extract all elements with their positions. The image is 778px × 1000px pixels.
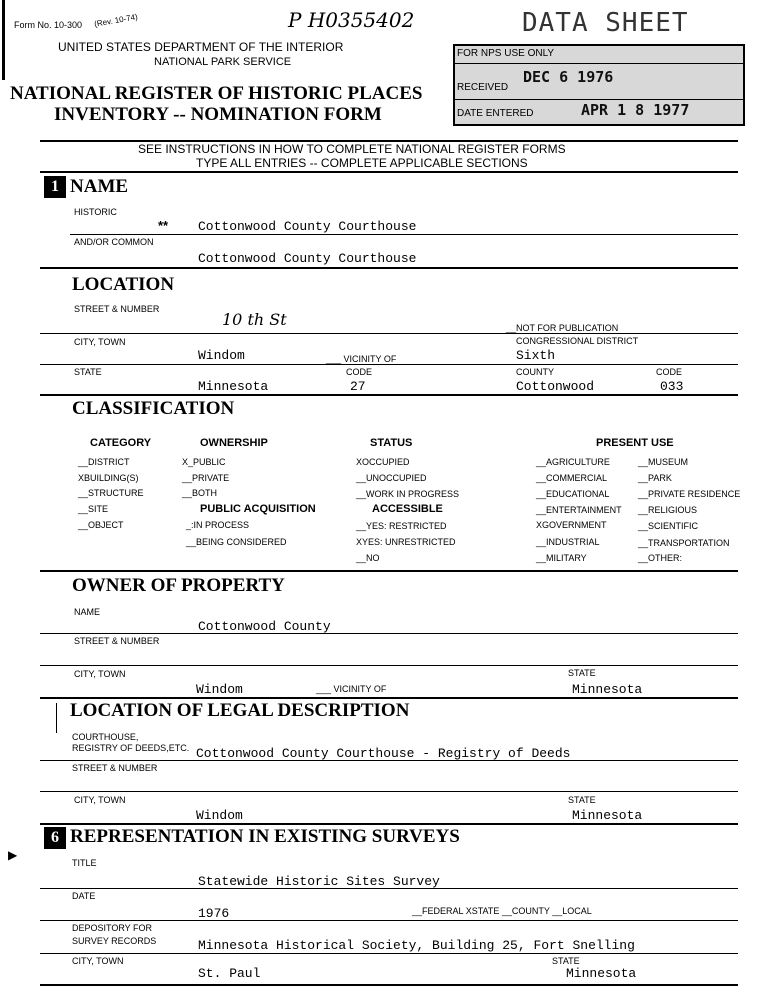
legal-city-label: CITY, TOWN <box>74 795 126 805</box>
ownership-both: __BOTH <box>182 488 218 498</box>
owner-name-label: NAME <box>74 607 101 617</box>
margin-tick <box>56 703 58 733</box>
state-label: STATE <box>74 367 102 377</box>
use-museum: __MUSEUM <box>638 457 689 467</box>
survey-levels: __FEDERAL XSTATE __COUNTY __LOCAL <box>412 906 592 916</box>
status-unoccupied: __UNOCCUPIED <box>356 473 427 483</box>
registry-label: REGISTRY OF DEEDS,ETC. <box>72 743 190 753</box>
county-label: COUNTY <box>516 367 554 377</box>
street-handwritten: 10 th St <box>222 310 287 329</box>
date-entered-label: DATE ENTERED <box>457 108 534 119</box>
use-transportation: __TRANSPORTATION <box>638 538 730 548</box>
survey-title-value: Statewide Historic Sites Survey <box>198 874 440 889</box>
category-structure: __STRUCTURE <box>78 488 144 498</box>
form-title: NATIONAL REGISTER OF HISTORIC PLACES <box>10 83 423 104</box>
survey-city-value: St. Paul <box>198 966 261 981</box>
category-building: XBUILDING(S) <box>78 473 139 483</box>
owner-city-label: CITY, TOWN <box>74 669 126 679</box>
data-sheet-stamp: DATA SHEET <box>522 8 689 38</box>
congressional-district-label: CONGRESSIONAL DISTRICT <box>516 336 639 346</box>
category-district: __DISTRICT <box>78 457 130 467</box>
owner-vicinity-label: ___ VICINITY OF <box>316 684 387 694</box>
owner-name-value: Cottonwood County <box>198 619 331 634</box>
category-site: __SITE <box>78 504 109 514</box>
ownership-heading: OWNERSHIP <box>200 437 268 449</box>
legal-state-value: Minnesota <box>572 808 643 823</box>
survey-state-label: STATE <box>552 956 580 966</box>
form-number: Form No. 10-300 <box>14 20 83 30</box>
legal-street-label: STREET & NUMBER <box>72 763 158 773</box>
acquisition-in-process: _:IN PROCESS <box>186 520 250 530</box>
status-occupied: XOCCUPIED <box>356 457 410 467</box>
section-number-1: 1 <box>44 176 66 198</box>
classification-heading: CLASSIFICATION <box>72 398 235 419</box>
use-other: __OTHER: <box>638 553 683 563</box>
owner-street-label: STREET & NUMBER <box>74 636 160 646</box>
received-label: RECEIVED <box>457 82 509 93</box>
category-object: __OBJECT <box>78 520 124 530</box>
present-use-heading: PRESENT USE <box>596 437 674 449</box>
form-subtitle: INVENTORY -- NOMINATION FORM <box>54 104 382 125</box>
survey-records-label: SURVEY RECORDS <box>72 936 157 946</box>
courthouse-label: COURTHOUSE, <box>72 732 139 742</box>
owner-state-value: Minnesota <box>572 682 643 697</box>
common-name-value: Cottonwood County Courthouse <box>198 251 417 266</box>
margin-arrow-icon: ▶ <box>8 848 18 862</box>
instructions-line2: TYPE ALL ENTRIES -- COMPLETE APPLICABLE SECTIONS <box>196 156 528 170</box>
use-industrial: __INDUSTRIAL <box>536 537 600 547</box>
left-margin-bar <box>2 0 5 80</box>
historic-name-value: Cottonwood County Courthouse <box>198 219 417 234</box>
acquisition-heading: PUBLIC ACQUISITION <box>200 503 316 515</box>
use-military: __MILITARY <box>536 553 587 563</box>
use-entertainment: __ENTERTAINMENT <box>536 505 622 515</box>
acquisition-being-considered: __BEING CONSIDERED <box>186 537 287 547</box>
congressional-district-value: Sixth <box>516 348 556 363</box>
owner-state-label: STATE <box>568 668 596 678</box>
use-scientific: __SCIENTIFIC <box>638 521 699 531</box>
legal-state-label: STATE <box>568 795 596 805</box>
use-government: XGOVERNMENT <box>536 520 607 530</box>
depository-value: Minnesota Historical Society, Building 25, Fort Snelling <box>198 938 635 953</box>
date-entered-value: APR 1 8 1977 <box>581 101 690 119</box>
status-heading: STATUS <box>370 437 413 449</box>
legal-heading: LOCATION OF LEGAL DESCRIPTION <box>70 700 410 721</box>
nps-use-box <box>453 44 745 126</box>
department-name: UNITED STATES DEPARTMENT OF THE INTERIOR <box>58 40 344 54</box>
name-heading: NAME <box>70 176 129 197</box>
status-work-in-progress: __WORK IN PROGRESS <box>356 489 460 499</box>
instructions-line1: SEE INSTRUCTIONS IN HOW TO COMPLETE NATIONAL REGISTER FORMS <box>138 142 566 156</box>
owner-city-value: Windom <box>196 682 243 697</box>
nps-use-label: FOR NPS USE ONLY <box>457 48 555 59</box>
survey-state-value: Minnesota <box>566 966 637 981</box>
handwritten-id: P H0355402 <box>288 8 415 32</box>
ownership-public: X_PUBLIC <box>182 457 226 467</box>
survey-title-label: TITLE <box>72 858 97 868</box>
location-heading: LOCATION <box>72 274 175 295</box>
historic-label: HISTORIC <box>74 207 117 217</box>
accessible-restricted: __YES: RESTRICTED <box>356 521 447 531</box>
county-value: Cottonwood <box>516 379 595 394</box>
state-value: Minnesota <box>198 379 269 394</box>
street-number-label: STREET & NUMBER <box>74 304 160 314</box>
use-religious: __RELIGIOUS <box>638 505 698 515</box>
county-code-value: 033 <box>660 379 684 394</box>
use-private-residence: __PRIVATE RESIDENCE <box>638 489 741 499</box>
city-town-label: CITY, TOWN <box>74 337 126 347</box>
accessible-heading: ACCESSIBLE <box>372 503 443 515</box>
section-number-6: 6 <box>44 827 66 849</box>
state-code-value: 27 <box>350 379 366 394</box>
survey-date-label: DATE <box>72 891 96 901</box>
common-name-label: AND/OR COMMON <box>74 237 154 247</box>
owner-heading: OWNER OF PROPERTY <box>72 575 285 596</box>
vicinity-label: ___ VICINITY OF <box>326 354 397 364</box>
accessible-no: __NO <box>356 553 380 563</box>
city-value: Windom <box>198 348 245 363</box>
service-name: NATIONAL PARK SERVICE <box>154 56 292 68</box>
form-revision: (Rev. 10-74) <box>93 12 139 29</box>
category-heading: CATEGORY <box>90 437 152 449</box>
courthouse-value: Cottonwood County Courthouse - Registry of Deeds <box>196 746 571 761</box>
survey-city-label: CITY, TOWN <box>72 956 124 966</box>
not-for-publication: __NOT FOR PUBLICATION <box>506 323 619 333</box>
use-agriculture: __AGRICULTURE <box>536 457 610 467</box>
received-date: DEC 6 1976 <box>523 68 614 86</box>
use-commercial: __COMMERCIAL <box>536 473 608 483</box>
legal-city-value: Windom <box>196 808 243 823</box>
depository-label: DEPOSITORY FOR <box>72 923 153 933</box>
survey-date-value: 1976 <box>198 906 230 921</box>
surveys-heading: REPRESENTATION IN EXISTING SURVEYS <box>70 826 460 847</box>
accessible-unrestricted: XYES: UNRESTRICTED <box>356 537 456 547</box>
use-park: __PARK <box>638 473 672 483</box>
county-code-label: CODE <box>656 367 683 377</box>
historic-mark: ** <box>158 218 169 233</box>
ownership-private: __PRIVATE <box>182 473 230 483</box>
state-code-label: CODE <box>346 367 373 377</box>
use-educational: __EDUCATIONAL <box>536 489 610 499</box>
